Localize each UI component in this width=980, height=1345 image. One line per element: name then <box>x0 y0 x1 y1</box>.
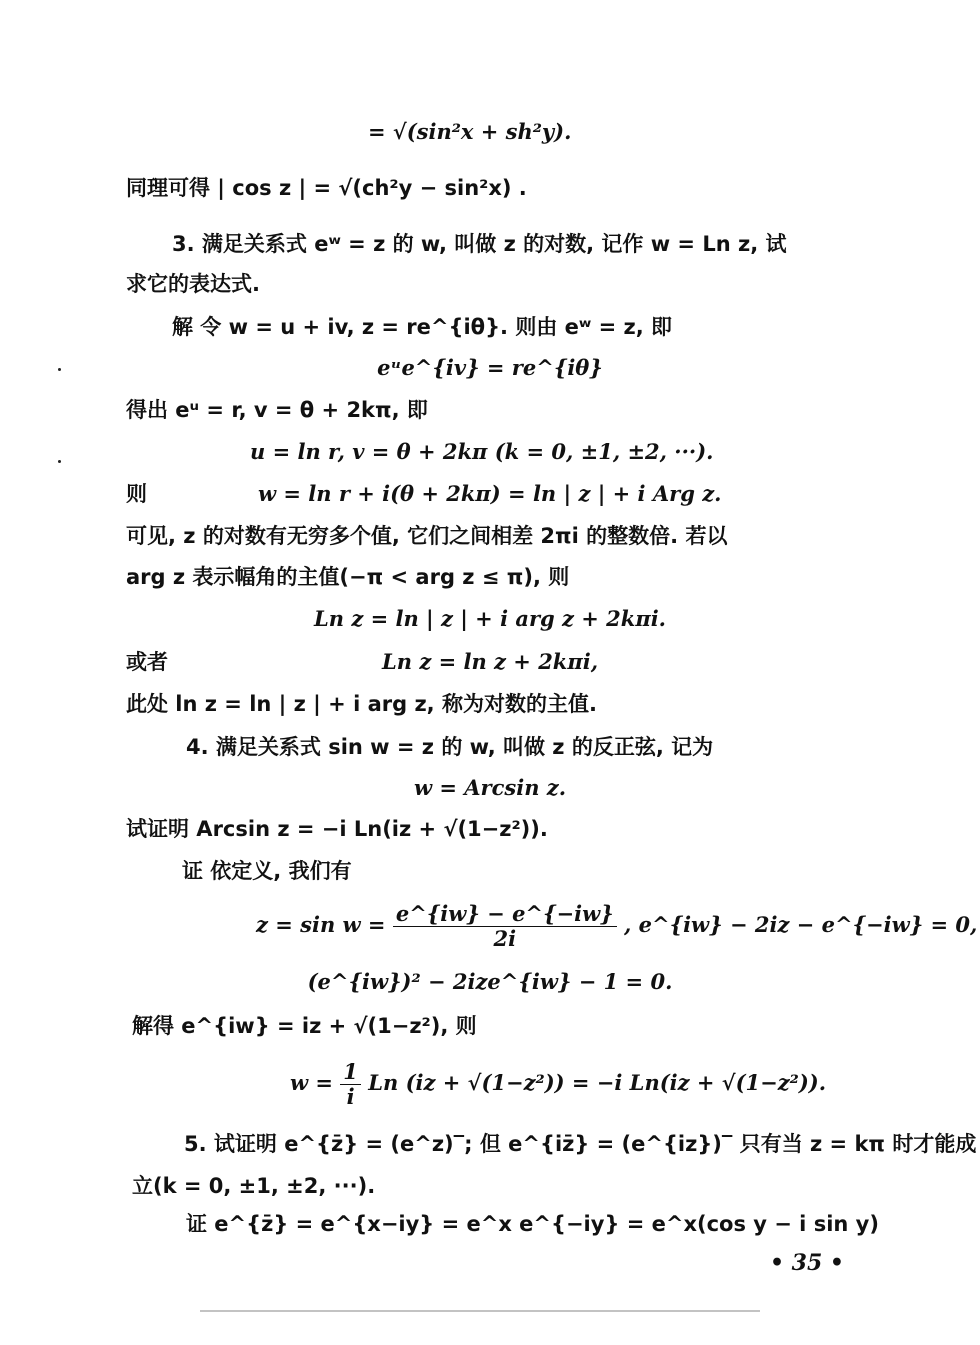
fraction-numerator: 1 <box>340 1060 361 1085</box>
equation-ln-alt: Ln z = ln z + 2kπi, <box>382 649 599 674</box>
solution-3-derive: 得出 eᵘ = r, v = θ + 2kπ, 即 <box>126 398 428 422</box>
equation-ln-principal: Ln z = ln | z | + i arg z + 2kπi. <box>313 606 666 631</box>
equation-exp-polar: eᵘe^{iv} = re^{iθ} <box>377 355 603 380</box>
bottom-scan-rule <box>200 1310 760 1312</box>
equation-u-v: u = ln r, v = θ + 2kπ (k = 0, ±1, ±2, ···). <box>250 439 714 464</box>
proof-4-intro: 证 依定义, 我们有 <box>182 859 352 883</box>
equation-w-result-left: w = <box>290 1070 333 1095</box>
fraction-denominator: 2i <box>493 926 517 951</box>
fraction-sin <box>393 902 617 951</box>
equation-w-result <box>290 1058 826 1109</box>
margin-dot <box>58 460 61 463</box>
problem-5-statement: 5. 试证明 e^{z̄} = (e^z)‾; 但 e^{iz̄} = (e^{iz})‾ 只有当 z = kπ 时才能成 <box>184 1132 977 1156</box>
fraction-one-over-i <box>340 1060 361 1109</box>
text-cos-modulus: 同理可得 | cos z | = √(ch²y − sin²x) . <box>126 176 527 200</box>
problem-4-prove: 试证明 Arcsin z = −i Ln(iz + √(1−z²)). <box>126 817 548 841</box>
margin-dot <box>58 368 61 371</box>
text-solve: 解得 e^{iw} = iz + √(1−z²), 则 <box>132 1014 477 1038</box>
solution-3-intro: 解 令 w = u + iv, z = re^{iθ}. 则由 eʷ = z, 即 <box>172 315 673 339</box>
text-principal-arg: arg z 表示幅角的主值(−π < arg z ≤ π), 则 <box>126 565 570 589</box>
problem-3-statement-cont: 求它的表达式. <box>126 272 260 296</box>
equation-arcsin-def: w = Arcsin z. <box>413 775 567 800</box>
text-principal-value: 此处 ln z = ln | z | + i arg z, 称为对数的主值. <box>126 692 597 716</box>
problem-3-statement: 3. 满足关系式 eʷ = z 的 w, 叫做 z 的对数, 记作 w = Ln z, 试 <box>172 232 787 256</box>
proof-5-line: 证 e^{z̄} = e^{x−iy} = e^x e^{−iy} = e^x(cos y − i sin y) <box>186 1212 879 1236</box>
equation-quadratic: (e^{iw})² − 2ize^{iw} − 1 = 0. <box>307 969 673 994</box>
equation-sin-def-right: , e^{iw} − 2iz − e^{−iw} = 0, <box>624 912 978 937</box>
fraction-denominator: i <box>346 1084 355 1109</box>
problem-5-statement-cont: 立(k = 0, ±1, ±2, ···). <box>132 1174 376 1198</box>
text-infinite-values: 可见, z 的对数有无穷多个值, 它们之间相差 2πi 的整数倍. 若以 <box>126 524 728 548</box>
fraction-numerator: e^{iw} − e^{−iw} <box>393 902 617 927</box>
equation-w-arg: w = ln r + i(θ + 2kπ) = ln | z | + i Arg z. <box>258 481 722 506</box>
equation-w-result-right: Ln (iz + √(1−z²)) = −i Ln(iz + √(1−z²)). <box>368 1070 827 1095</box>
page-number: • 35 • <box>769 1250 844 1276</box>
label-then: 则 <box>126 482 147 506</box>
equation-sin-def-left: z = sin w = <box>256 912 386 937</box>
problem-4-statement: 4. 满足关系式 sin w = z 的 w, 叫做 z 的反正弦, 记为 <box>186 735 714 759</box>
equation-sin-def <box>256 900 977 951</box>
equation-sin-modulus: = √(sin²x + sh²y). <box>368 119 572 144</box>
label-or: 或者 <box>126 650 168 674</box>
